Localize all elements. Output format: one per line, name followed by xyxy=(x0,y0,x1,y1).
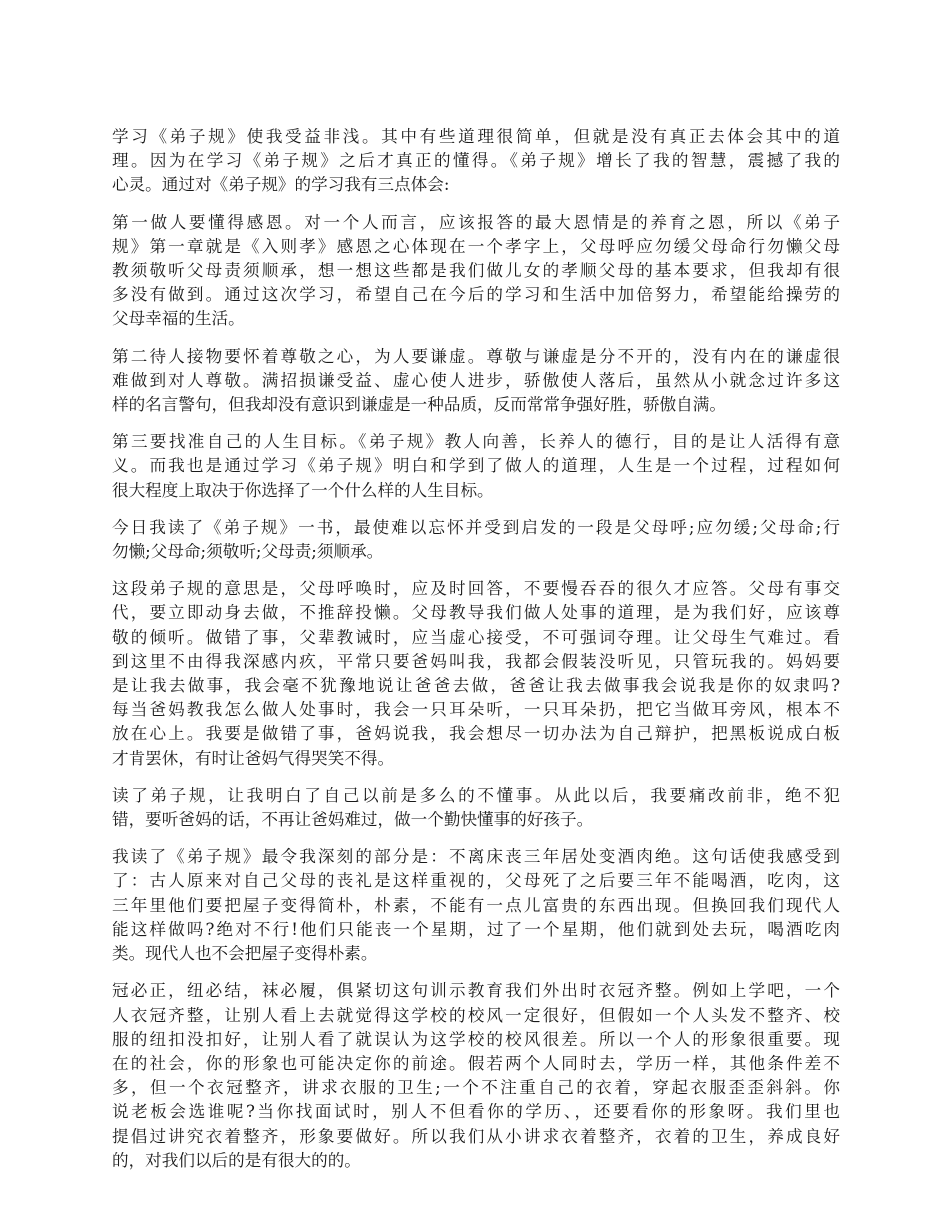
text-line: 冠必正，纽必结，袜必履，俱紧切这句训示教育我们外出时衣冠齐整。例如上学吧，一个 xyxy=(112,981,840,1001)
document-body xyxy=(112,125,840,1186)
text-line: 读了弟子规，让我明白了自己以前是多么的不懂事。从此以后，我要痛改前非，绝不犯 xyxy=(112,785,840,805)
paragraph xyxy=(112,784,840,832)
text-line: 的，对我们以后的是有很大的的。 xyxy=(112,1150,361,1170)
text-line: 说老板会选谁呢?当你找面试时，别人不但看你的学历、，还要看你的形象呀。我们里也 xyxy=(112,1102,840,1122)
text-line: 勿懒;父母命;须敬听;父母责;须顺承。 xyxy=(112,542,384,562)
paragraph xyxy=(112,125,840,198)
text-line: 敬的倾听。做错了事，父辈教诫时，应当虚心接受，不可强词夺理。让父母生气难过。看 xyxy=(112,627,840,647)
text-line: 类。现代人也不会把屋子变得朴素。 xyxy=(112,944,378,964)
text-line: 服的纽扣没扣好，让别人看了就误认为这学校的校风很差。所以一个人的形象很重要。现 xyxy=(112,1029,840,1049)
text-line: 我读了《弟子规》最令我深刻的部分是：不离床丧三年居处变酒肉绝。这句话使我感受到 xyxy=(112,847,840,867)
text-line: 才肯罢休，有时让爸妈气得哭笑不得。 xyxy=(112,748,395,768)
text-line: 理。因为在学习《弟子规》之后才真正的懂得。《弟子规》增长了我的智慧，震撼了我的 xyxy=(112,151,840,171)
text-line: 放在心上。我要是做错了事，爸妈说我，我会想尽一切办法为自己辩护，把黑板说成白板 xyxy=(112,724,840,744)
text-line: 是让我去做事，我会毫不犹豫地说让爸爸去做，爸爸让我去做事我会说我是你的奴隶吗? xyxy=(112,676,840,696)
text-line: 今日我读了《弟子规》一书，最使难以忘怀并受到启发的一段是父母呼;应勿缓;父母命;行 xyxy=(112,517,840,537)
text-line: 多没有做到。通过这次学习，希望自己在今后的学习和生活中加倍努力，希望能给操劳的 xyxy=(112,285,840,305)
text-line: 在的社会，你的形象也可能决定你的前途。假若两个人同时去，学历一样，其他条件差不 xyxy=(112,1053,840,1073)
text-line: 每当爸妈教我怎么做人处事时，我会一只耳朵听，一只耳朵扔，把它当做耳旁风，根本不 xyxy=(112,700,840,720)
text-line: 到这里不由得我深感内疚，平常只要爸妈叫我，我都会假装没听见，只管玩我的。妈妈要 xyxy=(112,651,840,671)
paragraph xyxy=(112,345,840,418)
text-line: 义。而我也是通过学习《弟子规》明白和学到了做人的道理，人生是一个过程，过程如何 xyxy=(112,456,840,476)
paragraph xyxy=(112,845,840,966)
text-line: 学习《弟子规》使我受益非浅。其中有些道理很简单，但就是没有真正去体会其中的道 xyxy=(112,127,840,146)
paragraph xyxy=(112,577,840,771)
text-line: 错，要听爸妈的话，不再让爸妈难过，做一个勤快懂事的好孩子。 xyxy=(112,810,594,830)
text-line: 第一做人要懂得感恩。对一个人而言，应该报答的最大恩情是的养育之恩，所以《弟子 xyxy=(112,212,840,232)
text-line: 这段弟子规的意思是，父母呼唤时，应及时回答，不要慢吞吞的很久才应答。父母有事交 xyxy=(112,579,840,599)
text-line: 第三要找准自己的人生目标。《弟子规》教人向善，长养人的德行，目的是让人活得有意 xyxy=(112,432,840,452)
text-line: 代，要立即动身去做，不推辞投懒。父母教导我们做人处事的道理，是为我们好，应该尊 xyxy=(112,603,840,623)
paragraph xyxy=(112,979,840,1173)
paragraph xyxy=(112,430,840,503)
text-line: 三年里他们要把屋子变得简朴，朴素，不能有一点儿富贵的东西出现。但换回我们现代人 xyxy=(112,895,840,915)
text-line: 规》第一章就是《入则孝》感恩之心体现在一个孝字上，父母呼应勿缓父母命行勿懒父母 xyxy=(112,236,840,256)
text-line: 很大程度上取决于你选择了一个什么样的人生目标。 xyxy=(112,480,494,500)
text-line: 提倡过讲究衣着整齐，形象要做好。所以我们从小讲求衣着整齐，衣着的卫生，养成良好 xyxy=(112,1126,840,1146)
text-line: 多，但一个衣冠整齐，讲求衣服的卫生;一个不注重自己的衣着，穿起衣服歪歪斜斜。你 xyxy=(112,1078,840,1098)
text-line: 能这样做吗?绝对不行!他们只能丧一个星期，过了一个星期，他们就到处去玩，喝酒吃肉 xyxy=(112,919,840,939)
text-line: 第二待人接物要怀着尊敬之心，为人要谦虚。尊敬与谦虚是分不开的，没有内在的谦虚很 xyxy=(112,346,840,366)
text-line: 样的名言警句，但我却没有意识到谦虚是一种品质，反而常常争强好胜，骄傲自满。 xyxy=(112,395,726,415)
text-line: 教须敬听父母责须顺承，想一想这些都是我们做儿女的孝顺父母的基本要求，但我却有很 xyxy=(112,261,840,281)
text-line: 人衣冠齐整，让别人看上去就觉得这学校的校风一定很好，但假如一个人头发不整齐、校 xyxy=(112,1005,840,1025)
text-line: 父母幸福的生活。 xyxy=(112,309,245,329)
text-line: 了：古人原来对自己父母的丧礼是这样重视的，父母死了之后要三年不能喝酒，吃肉，这 xyxy=(112,871,840,891)
paragraph xyxy=(112,516,840,564)
text-line: 难做到对人尊敬。满招损谦受益、虚心使人进步，骄傲使人落后，虽然从小就念过许多这 xyxy=(112,370,840,390)
paragraph xyxy=(112,211,840,332)
text-line: 心灵。通过对《弟子规》的学习我有三点体会: xyxy=(112,175,450,195)
